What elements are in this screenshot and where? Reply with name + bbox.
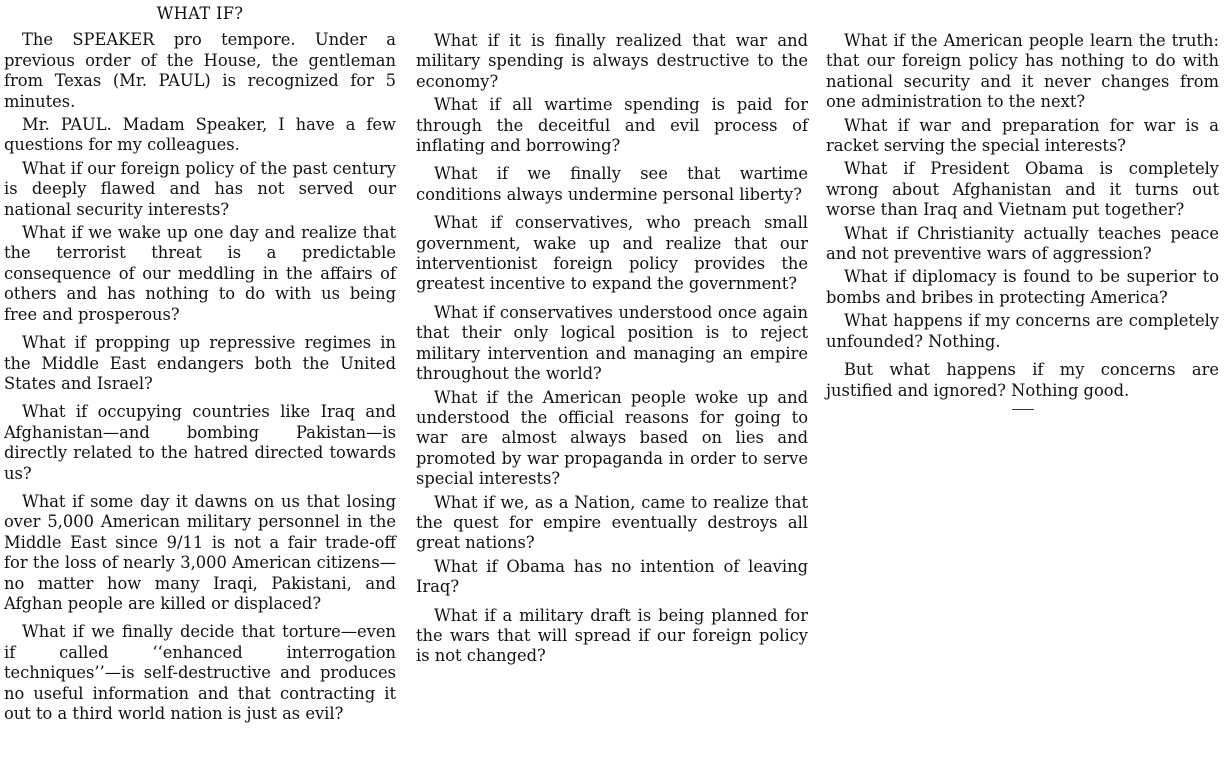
paragraph: What if diplomacy is found to be superior to bombs and bribes in protecting America? <box>826 267 1219 307</box>
paragraph: What if a military draft is being planned for the wars that will spread if our foreign policy is not changed? <box>416 605 808 666</box>
paragraph: But what happens if my concerns are justified and ignored? Nothing good. <box>826 360 1219 400</box>
section-end-rule <box>1012 409 1034 410</box>
column-2 <box>416 31 808 670</box>
paragraph: What if the American people woke up and understood the official reasons for going to war are almost always based on lies and promoted by war propaganda in order to serve special interests? <box>416 387 808 489</box>
paragraph: What if Obama has no intention of leaving Iraq? <box>416 556 808 597</box>
paragraph: What if occupying countries like Iraq and Afghanistan—and bombing Pakistan—is directly related to the hatred directed towards us? <box>4 402 396 483</box>
paragraph: What if we wake up one day and realize that the terrorist threat is a predictable consequence of our meddling in the affairs of others and has nothing to do with us being free and prosperous? <box>4 223 396 324</box>
paragraph: What if conservatives, who preach small government, wake up and realize that our interventionist foreign policy provides the greatest incentive to expand the government? <box>416 213 808 294</box>
column-1 <box>4 4 396 727</box>
paragraph: What if the American people learn the truth: that our foreign policy has nothing to do with national security and it never changes from one administration to the next? <box>826 31 1219 112</box>
paragraph: What happens if my concerns are completely unfounded? Nothing. <box>826 311 1219 351</box>
paragraph: What if conservatives understood once again that their only logical position is to reject military intervention and managing an empire throughout the world? <box>416 302 808 384</box>
column-3 <box>826 31 1219 410</box>
paragraph: What if propping up repressive regimes in the Middle East endangers both the United States and Israel? <box>4 333 396 393</box>
paragraph: The SPEAKER pro tempore. Under a previous order of the House, the gentleman from Texas (Mr. PAUL) is recognized for 5 minutes. <box>4 30 396 111</box>
paragraph: Mr. PAUL. Madam Speaker, I have a few questions for my colleagues. <box>4 115 396 155</box>
paragraph: What if some day it dawns on us that losing over 5,000 American military personnel in the Middle East since 9/11 is not a fair trade-off for the loss of nearly 3,000 American citizens—no matter how many Iraqi, Pakistani, and Afghan people are killed or displaced? <box>4 491 396 613</box>
paragraph: What if war and preparation for war is a racket serving the special interests? <box>826 115 1219 156</box>
paragraph: What if Christianity actually teaches peace and not preventive wars of aggression? <box>826 223 1219 264</box>
page-title: WHAT IF? <box>156 4 244 23</box>
paragraph: What if we finally see that wartime conditions always undermine personal liberty? <box>416 164 808 204</box>
paragraph: What if all wartime spending is paid for through the deceitful and evil process of inflating and borrowing? <box>416 95 808 156</box>
paragraph: What if our foreign policy of the past century is deeply flawed and has not served our national security interests? <box>4 158 396 219</box>
paragraph: What if we finally decide that torture—even if called ‘‘enhanced interrogation techniques’’—is self-destructive and produces no useful information and that contracting it out to a third world nation is just as evil? <box>4 622 396 723</box>
paragraph: What if President Obama is completely wrong about Afghanistan and it turns out worse than Iraq and Vietnam put together? <box>826 159 1219 220</box>
paragraph: What if we, as a Nation, came to realize that the quest for empire eventually destroys all great nations? <box>416 492 808 553</box>
paragraph: What if it is finally realized that war and military spending is always destructive to the economy? <box>416 31 808 91</box>
